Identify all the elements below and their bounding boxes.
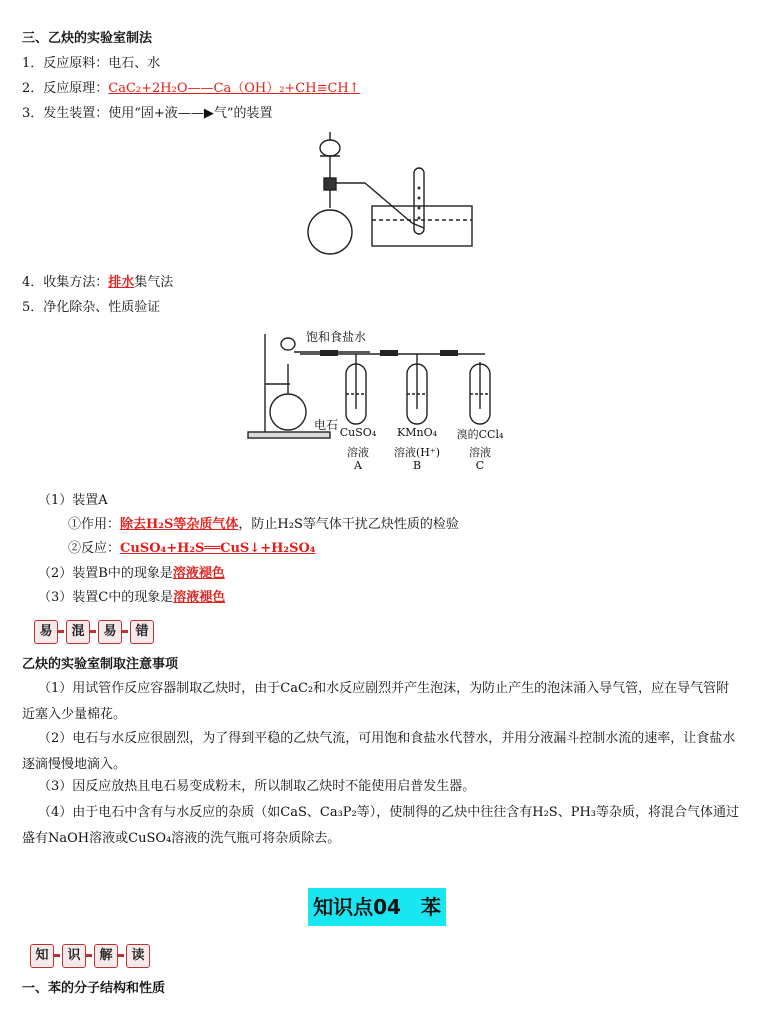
item-collection-method [22,274,173,292]
device-b-prefix: （2）装置B中的现象是 [38,566,173,581]
tube-a-reagent: CuSO₄ [339,426,377,439]
caution-1: （1）用试管作反应容器制取乙炔时，由于CaC₂和水反应剧烈并产生泡沫，为防止产生的泡沫涌入导气管，应在导气管附近塞入少量棉花。 [22,681,730,722]
caution-4: （4）由于电石中含有与水反应的杂质（如CaS、Ca₃P₂等），使制得的乙炔中往往含有H₂S、PH₃等杂质，将混合气体通过盛有NaOH溶液或CuSO₄溶液的洗气瓶可将杂质除去。 [22,805,739,846]
device-a-function-suffix: ，防止H₂S等气体干扰乙炔性质的检验 [238,517,459,532]
tube-a-letter: A [354,459,362,472]
item-reaction-principle [22,80,360,98]
device-b-answer: 溶液褪色 [172,566,225,581]
section-title-benzene-structure: 一、苯的分子结构和性质 [22,981,166,996]
item2-prefix: 2．反应原理： [22,81,109,96]
tube-c-reagent: 溴的CCl₄ [456,428,504,441]
device-a-reaction-answer: CuSO₄+H₂S══CuS↓+H₂SO₄ [120,541,316,556]
item2-equation: CaC₂+2H₂O——Ca（OH）₂+CH≡CH↑ [108,81,360,96]
item4-prefix: 4．收集方法： [22,275,109,290]
item3-prefix: 3．发生装置：使用“固+液 [22,106,178,121]
tag-char: 读 [126,944,150,968]
tag-char: 易 [34,620,58,644]
tube-b-solution: 溶液(H⁺) [394,446,440,459]
item4-answer: 排水 [108,275,135,290]
device-c-answer: 溶液褪色 [173,590,226,605]
tag-char: 混 [66,620,90,644]
device-a-reaction-prefix: ②反应： [68,541,121,556]
tube-b-letter: B [412,459,422,472]
device-a-function-answer: 除去H₂S等杂质气体 [120,517,239,532]
device-c-prefix: （3）装置C中的现象是 [38,590,174,605]
knowledge-point-banner: 知识点04 苯 [308,888,446,926]
section-title-acetylene-lab: 三、乙炔的实验室制法 [22,31,153,46]
knowledge-reading-tag [30,944,158,968]
item3-suffix: 气”的装置 [213,106,273,121]
easy-mistake-tag [34,620,162,644]
caution-2: （2）电石与水反应很剧烈，为了得到平稳的乙炔气流，可用饱和食盐水代替水，并用分液漏斗控制水流的速率，让食盐水逐滴慢慢地滴入。 [22,731,736,772]
tube-c-solution: 溶液 [469,446,491,459]
item-raw-materials: 1．反应原料：电石、水 [22,56,161,71]
label-saturated-brine: 饱和食盐水 [306,330,367,344]
tube-a-solution: 溶液 [347,446,369,459]
tag-char: 错 [130,620,154,644]
device-b-phenomenon [38,565,225,583]
tag-char: 识 [62,944,86,968]
device-c-phenomenon [38,589,225,607]
sub-item-device-a: （1）装置A [38,493,108,508]
label-calcium-carbide: 电石 [314,418,339,432]
generation-apparatus-figure [300,128,480,256]
device-a-function [68,516,459,534]
tag-char: 易 [98,620,122,644]
arrow-icon: ——▶ [177,106,214,121]
device-a-reaction [68,540,316,558]
purification-apparatus-figure [240,324,540,476]
item-apparatus [22,105,272,123]
tag-char: 解 [94,944,118,968]
tag-char: 知 [30,944,54,968]
caution-3: （3）因反应放热且电石易变成粉末，所以制取乙炔时不能使用启普发生器。 [38,779,476,794]
tube-c-letter: C [475,459,485,472]
caution-title: 乙炔的实验室制取注意事项 [22,657,179,672]
tube-b-reagent: KMnO₄ [397,426,437,439]
item4-suffix: 集气法 [134,275,174,290]
device-a-function-prefix: ①作用： [68,517,121,532]
item-purification: 5．净化除杂、性质验证 [22,300,161,315]
